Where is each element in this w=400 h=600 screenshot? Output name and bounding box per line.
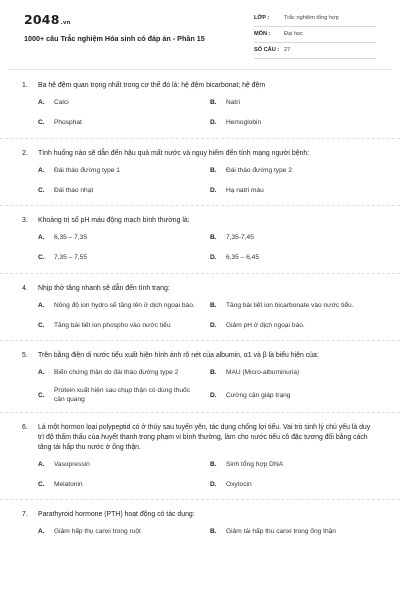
question-text: Khoảng trị số pH máu động mạch bình thường là:: [38, 217, 190, 225]
option-letter: A.: [38, 234, 45, 242]
option-letter: C.: [38, 391, 45, 399]
option-text: Calci: [54, 98, 69, 106]
question-item: [0, 78, 400, 139]
answer-options: [38, 361, 378, 412]
question-stem: [22, 213, 378, 226]
option-text: Vasopressin: [54, 460, 90, 468]
question-stem: [22, 507, 378, 520]
question-item: [0, 420, 400, 500]
option-letter: D.: [210, 118, 217, 126]
question-number: 4.: [22, 284, 28, 292]
answer-option[interactable]: [38, 366, 210, 380]
meta-row-count: [254, 43, 376, 59]
option-letter: C.: [38, 254, 45, 262]
question-number: 1.: [22, 82, 28, 89]
answer-option[interactable]: [38, 116, 210, 130]
answer-option[interactable]: [38, 386, 210, 404]
answer-option[interactable]: [210, 231, 382, 245]
answer-options: [38, 91, 378, 138]
answer-option[interactable]: [38, 231, 210, 245]
meta-key: MÔN :: [254, 31, 271, 37]
option-text: Hemoglobin: [226, 118, 262, 126]
option-text: Melatonin: [54, 480, 83, 488]
answer-options: [38, 158, 378, 205]
answer-option[interactable]: [210, 477, 382, 491]
option-text: Sinh tổng hợp DNA: [226, 460, 284, 468]
answer-option[interactable]: [38, 457, 210, 471]
question-number: 3.: [22, 217, 28, 225]
question-text: Ba hệ đệm quan trọng nhất trong cơ thể đó là: hệ đệm bicarbonat; hệ đệm: [38, 82, 266, 89]
option-text: 6,35 – 7,35: [54, 234, 87, 242]
option-text: Nồng độ ion hydro sẽ tăng lên ở dịch ngoại bào.: [54, 301, 195, 309]
option-letter: D.: [210, 186, 217, 194]
option-text: Tăng bài tiết ion bicarbonate vào nước tiểu.: [226, 301, 354, 309]
answer-option[interactable]: [210, 318, 382, 332]
option-text: Natri: [226, 98, 240, 106]
option-letter: A.: [38, 369, 45, 377]
option-letter: D.: [210, 480, 217, 488]
option-letter: A.: [38, 166, 45, 174]
question-item: [0, 281, 400, 342]
question-number: 5.: [22, 352, 28, 360]
question-stem: [22, 78, 378, 91]
option-text: Giảm hấp thụ canxi trong ruột: [54, 528, 141, 536]
meta-key: LỚP :: [254, 15, 270, 21]
option-text: 7,35 – 7,55: [54, 254, 87, 262]
option-letter: B.: [210, 460, 217, 468]
answer-option[interactable]: [210, 457, 382, 471]
answer-option[interactable]: [38, 251, 210, 265]
answer-options: [38, 452, 378, 499]
answer-option[interactable]: [210, 96, 382, 110]
answer-options: [38, 226, 378, 273]
option-text: Tăng bài tiết ion phospho vào nước tiểu: [54, 321, 171, 329]
question-list: [0, 78, 400, 554]
question-item: [0, 146, 400, 207]
answer-option[interactable]: [210, 386, 382, 404]
option-text: Cường cận giáp trạng: [226, 391, 291, 399]
question-stem: [22, 348, 378, 361]
answer-option[interactable]: [210, 298, 382, 312]
option-letter: B.: [210, 166, 217, 174]
answer-option[interactable]: [210, 251, 382, 265]
meta-row-class: [254, 11, 376, 27]
option-text: Oxytocin: [226, 480, 252, 488]
option-letter: B.: [210, 369, 217, 377]
option-text: Biến chứng thận do đái tháo đường type 2: [54, 369, 179, 377]
option-letter: A.: [38, 528, 45, 536]
question-text: Parathyroid hormone (PTH) hoạt động có tác dụng:: [38, 511, 195, 519]
option-text: Giảm pH ở dịch ngoại bào.: [226, 321, 305, 329]
option-letter: A.: [38, 98, 45, 106]
meta-value: 27: [284, 47, 291, 53]
option-letter: B.: [210, 98, 217, 106]
option-text: MAU (Micro-albuminuria): [226, 369, 300, 377]
answer-option[interactable]: [38, 163, 210, 177]
meta-table: [254, 11, 376, 59]
question-stem: [22, 146, 378, 159]
meta-key: SỐ CÂU :: [254, 47, 280, 53]
meta-row-subject: [254, 27, 376, 43]
page-header: [0, 0, 400, 68]
option-text: Hạ natri máu: [226, 186, 264, 194]
option-text: Phosphat: [54, 118, 82, 126]
option-text: Đái tháo nhạt: [54, 186, 94, 194]
question-number: 7.: [22, 511, 28, 519]
option-letter: A.: [38, 460, 45, 468]
logo-main: 2048: [24, 12, 60, 27]
answer-option[interactable]: [210, 163, 382, 177]
option-text: Đái tháo đường type 2: [226, 166, 292, 174]
answer-option[interactable]: [38, 318, 210, 332]
answer-option[interactable]: [210, 183, 382, 197]
answer-option[interactable]: [210, 525, 382, 539]
option-letter: C.: [38, 480, 45, 488]
question-item: [0, 348, 400, 413]
answer-options: [38, 293, 378, 340]
meta-value: Đại học: [284, 31, 303, 37]
answer-option[interactable]: [38, 298, 210, 312]
question-item: [0, 507, 400, 547]
option-text: 7,35-7,45: [226, 234, 254, 242]
answer-option[interactable]: [38, 525, 210, 539]
option-letter: A.: [38, 301, 45, 309]
option-letter: D.: [210, 254, 217, 262]
question-stem: [22, 420, 378, 452]
question-item: [0, 213, 400, 274]
option-letter: B.: [210, 301, 217, 309]
question-text: Tình huống nào sẽ dẫn đến hậu quả mất nước và nguy hiểm đến tính mạng người bệnh:: [38, 149, 310, 157]
question-text: Nhịp thở tăng nhanh sẽ dẫn đến tình trạng:: [38, 284, 170, 292]
question-text: Trên bằng điện di nước tiểu xuất hiện hình ảnh rõ nét của albumin, α1 và β là biểu hiện của:: [38, 352, 319, 360]
header-divider: [8, 69, 392, 70]
option-text: 6,35 – 6,45: [226, 254, 259, 262]
answer-option[interactable]: [38, 183, 210, 197]
option-letter: C.: [38, 118, 45, 126]
option-text: Đái tháo đường type 1: [54, 166, 120, 174]
option-letter: B.: [210, 528, 217, 536]
option-letter: B.: [210, 234, 217, 242]
question-number: 2.: [22, 149, 28, 157]
question-stem: [22, 281, 378, 294]
option-letter: D.: [210, 391, 217, 399]
answer-option[interactable]: [38, 477, 210, 491]
answer-options: [38, 520, 378, 547]
option-letter: C.: [38, 321, 45, 329]
site-logo[interactable]: [24, 12, 71, 27]
question-text: Là một hormon loại polypeptid có ở thùy sau tuyến yên, tác dụng chống lợi tiểu. Vai trò sinh lý chủ yếu là duy trì độ thẩm thấu của huyết thanh trong phạm vi bình thường, làm cho nước tiểu cô đặc tương đối bằng cách tăng tái hấp thu nước ở ống thận.: [38, 424, 371, 451]
option-text: Giảm tái hấp thu canxi trong ống thận: [226, 528, 336, 536]
answer-option[interactable]: [38, 96, 210, 110]
option-text: Protein xuất hiện sau chụp thận có dùng thuốc cản quang: [54, 386, 191, 404]
question-number: 6.: [22, 424, 28, 432]
option-letter: C.: [38, 186, 45, 194]
logo-suffix: .vn: [60, 20, 71, 26]
option-letter: D.: [210, 321, 217, 329]
document-title: 1000+ câu Trắc nghiệm Hóa sinh có đáp án - Phần 15: [24, 34, 205, 43]
meta-value: Trắc nghiệm tổng hợp: [284, 15, 339, 21]
answer-option[interactable]: [210, 116, 382, 130]
answer-option[interactable]: [210, 366, 382, 380]
